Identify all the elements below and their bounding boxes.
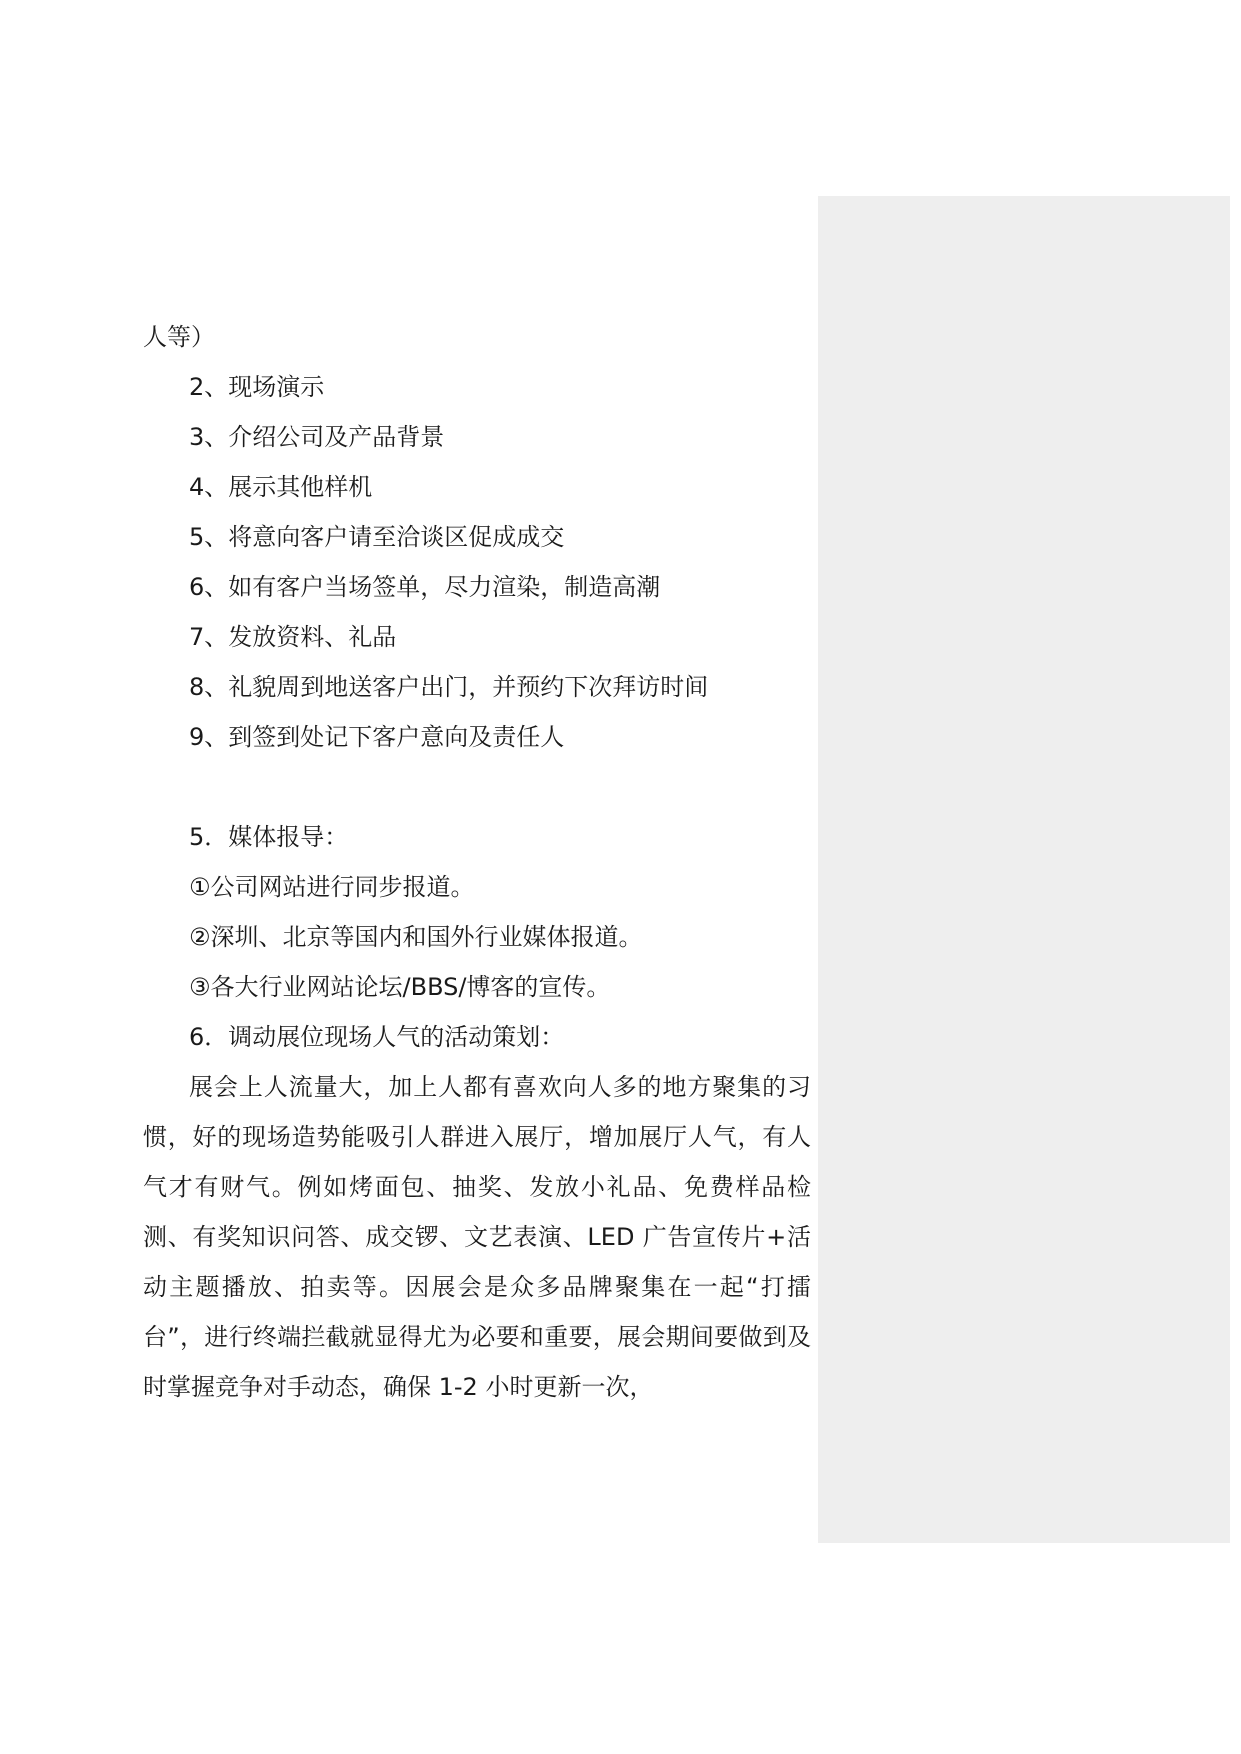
step-item: 2、现场演示 xyxy=(189,373,325,401)
step-item: 3、介绍公司及产品背景 xyxy=(189,423,445,451)
activity-heading: 6．调动展位现场人气的活动策划： xyxy=(189,1023,565,1051)
media-item: ①公司网站进行同步报道。 xyxy=(189,873,475,901)
document-body xyxy=(143,312,811,1412)
step-item: 8、礼貌周到地送客户出门，并预约下次拜访时间 xyxy=(189,673,709,701)
step-item: 6、如有客户当场签单，尽力渲染，制造高潮 xyxy=(189,573,661,601)
comment-margin-panel xyxy=(818,196,1230,1543)
step-item: 5、将意向客户请至洽谈区促成成交 xyxy=(189,523,565,551)
media-item: ③各大行业网站论坛/BBS/博客的宣传。 xyxy=(189,973,611,1001)
activity-paragraph: 展会上人流量大，加上人都有喜欢向人多的地方聚集的习惯，好的现场造势能吸引人群进入展厅，增加展厅人气，有人气才有财气。例如烤面包、抽奖、发放小礼品、免费样品检测、有奖知识问答、成交锣、文艺表演、LED 广告宣传片+活动主题播放、拍卖等。因展会是众多品牌聚集在一起“打擂台”，进行终端拦截就显得尤为必要和重要，展会期间要做到及时掌握竞争对手动态，确保 1-2 小时更新一次， xyxy=(143,1073,811,1401)
blank-line xyxy=(143,762,811,812)
step-item: 4、展示其他样机 xyxy=(189,473,373,501)
media-heading: 5．媒体报导： xyxy=(189,823,349,851)
continuation-line: 人等） xyxy=(143,323,215,351)
media-item: ②深圳、北京等国内和国外行业媒体报道。 xyxy=(189,923,643,951)
step-item: 7、发放资料、礼品 xyxy=(189,623,397,651)
step-item: 9、到签到处记下客户意向及责任人 xyxy=(189,723,565,751)
